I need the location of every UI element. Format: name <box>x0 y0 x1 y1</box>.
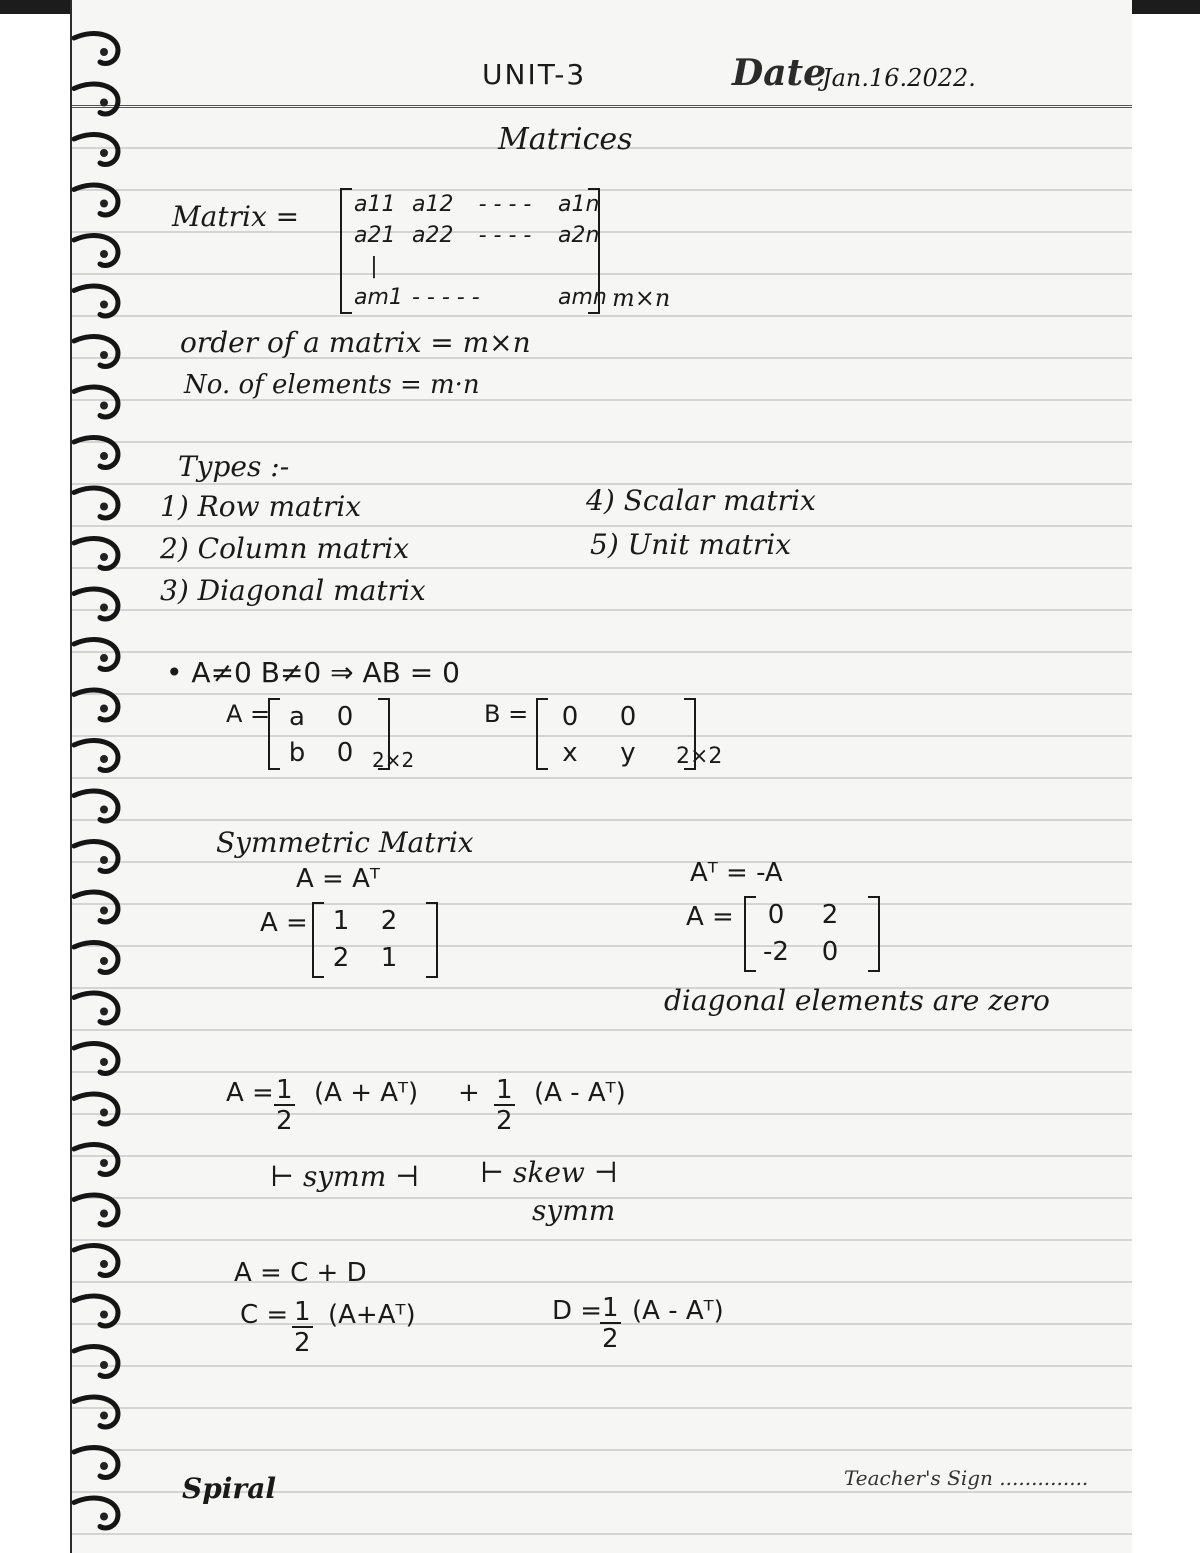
symmetric-matrix <box>312 902 438 978</box>
matrix-cell: 2 <box>332 943 350 973</box>
binding-hole <box>100 1412 108 1420</box>
spiral-ring <box>74 690 118 720</box>
binding-hole <box>100 1462 108 1470</box>
matrix-cell <box>412 254 452 279</box>
bracket-right <box>426 902 438 978</box>
matrix-cell: - - - - <box>478 223 532 248</box>
spiral-ring <box>74 640 118 670</box>
binding-hole <box>100 1361 108 1369</box>
binding-hole <box>100 654 108 662</box>
binding-hole <box>100 553 108 561</box>
spiral-ring <box>74 1397 118 1427</box>
fraction-denominator: 2 <box>602 1324 619 1354</box>
matrix-cell: b <box>288 738 306 768</box>
matrix-order: m×n <box>612 284 671 312</box>
spiral-ring <box>74 337 118 367</box>
spiral-ring <box>74 236 118 266</box>
matrix-a-order: 2×2 <box>372 748 415 772</box>
skew-condition: Aᵀ = -A <box>690 858 783 888</box>
spiral-ring <box>74 892 118 922</box>
spiral-ring <box>74 135 118 165</box>
bracket-left <box>536 698 548 770</box>
matrix-cell: - - - - <box>478 192 532 217</box>
matrix-cell: a11 <box>354 192 396 217</box>
spiral-ring <box>74 1044 118 1074</box>
unit-heading: UNIT-3 <box>482 58 587 91</box>
skew-symmetric-matrix <box>744 896 880 972</box>
spiral-ring <box>74 1195 118 1225</box>
date-label: Date <box>732 52 827 94</box>
type-row-matrix: 1) Row matrix <box>160 490 362 523</box>
decomp-plus: + <box>458 1078 480 1108</box>
matrix-cell: amn <box>558 285 607 310</box>
binding-hole <box>100 1109 108 1117</box>
decomp-term-2: (A - Aᵀ) <box>534 1078 626 1108</box>
spiral-ring <box>74 741 118 771</box>
spiral-ring <box>74 387 118 417</box>
matrix-cell: a1n <box>558 192 600 217</box>
spiral-ring <box>74 438 118 468</box>
spiral-ring <box>74 842 118 872</box>
bracket-right <box>588 188 600 314</box>
matrix-lhs: Matrix = <box>172 200 300 233</box>
c-term: (A+Aᵀ) <box>328 1300 416 1330</box>
page-title: Matrices <box>498 122 633 157</box>
fraction-denominator: 2 <box>496 1106 513 1136</box>
binding-hole <box>100 1260 108 1268</box>
binding-hole <box>100 1311 108 1319</box>
binding-hole <box>100 604 108 612</box>
matrix-cell <box>470 254 540 279</box>
binding-hole <box>100 452 108 460</box>
binding-hole <box>100 250 108 258</box>
spiral-ring <box>74 1296 118 1326</box>
matrix-cell: a12 <box>412 192 454 217</box>
spiral-ring <box>74 539 118 569</box>
bracket-left <box>312 902 324 978</box>
binding-hole <box>100 907 108 915</box>
matrix-cell: 1 <box>332 906 350 936</box>
d-term: (A - Aᵀ) <box>632 1296 724 1326</box>
spiral-ring <box>74 943 118 973</box>
skew-note: diagonal elements are zero <box>664 984 1050 1017</box>
header-rule <box>72 105 1132 108</box>
matrix-cell: a22 <box>412 223 454 248</box>
binding-hole <box>100 705 108 713</box>
fraction-numerator: 1 <box>276 1075 293 1105</box>
binding-hole <box>100 301 108 309</box>
bracket-left <box>744 896 756 972</box>
matrix-cell: 1 <box>380 943 398 973</box>
skew-brace-label: ⊢ skew ⊣ <box>480 1156 618 1189</box>
binding-hole <box>100 503 108 511</box>
matrix-cell: a21 <box>354 223 396 248</box>
matrix-b-order: 2×2 <box>676 744 723 769</box>
c-half <box>292 1298 313 1358</box>
decomp-half-1 <box>274 1076 295 1136</box>
spiral-ring <box>74 1347 118 1377</box>
fraction-numerator: 1 <box>496 1075 513 1105</box>
bracket-left <box>268 698 280 770</box>
matrix-a-label: A = <box>226 700 271 728</box>
c-lhs: C = <box>240 1300 289 1330</box>
types-heading: Types :- <box>178 450 290 483</box>
binding-hole <box>100 351 108 359</box>
symm-brace-label: ⊢ symm ⊣ <box>270 1160 420 1193</box>
spiral-ring <box>74 286 118 316</box>
matrix-cell: a <box>289 702 305 732</box>
matrix-cell: 0 <box>619 702 637 732</box>
a-equals-c-plus-d: A = C + D <box>234 1258 367 1288</box>
spiral-ring <box>74 1498 118 1528</box>
matrix-cell: 2 <box>821 900 839 930</box>
binding-hole <box>100 856 108 864</box>
spiral-binding <box>66 20 136 1540</box>
matrix-b-zero-product <box>536 698 696 770</box>
binding-hole <box>100 402 108 410</box>
decomp-half-2 <box>494 1076 515 1136</box>
date-value: Jan.16.2022. <box>822 64 976 92</box>
type-column-matrix: 2) Column matrix <box>160 532 410 565</box>
zero-product-statement: • A≠0 B≠0 ⇒ AB = 0 <box>166 656 460 689</box>
binding-hole <box>100 1008 108 1016</box>
matrix-cell: 2 <box>380 906 398 936</box>
skew-brace-sublabel: symm <box>532 1194 616 1227</box>
spiral-ring <box>74 589 118 619</box>
spiral-brand-logo: Spiral <box>182 1472 276 1505</box>
matrix-cell: y <box>620 738 636 768</box>
matrix-cell: | <box>370 254 378 279</box>
spiral-ring <box>74 1246 118 1276</box>
binding-hole <box>100 957 108 965</box>
binding-hole <box>100 99 108 107</box>
spiral-ring <box>74 993 118 1023</box>
fraction-denominator: 2 <box>276 1106 293 1136</box>
fraction-numerator: 1 <box>294 1297 311 1327</box>
symmetric-heading: Symmetric Matrix <box>216 826 474 859</box>
matrix-cell: 0 <box>336 702 354 732</box>
spiral-ring <box>74 1145 118 1175</box>
spiral-ring <box>74 34 118 64</box>
decomp-term-1: (A + Aᵀ) <box>314 1078 419 1108</box>
binding-hole <box>100 806 108 814</box>
binding-hole <box>100 1159 108 1167</box>
teacher-sign-field: Teacher's Sign .............. <box>844 1466 1089 1490</box>
matrix-cell: 0 <box>821 937 839 967</box>
symmetric-label: A = <box>260 908 308 938</box>
binding-hole <box>100 1210 108 1218</box>
binding-hole <box>100 149 108 157</box>
binding-hole <box>100 1513 108 1521</box>
type-scalar-matrix: 4) Scalar matrix <box>586 484 816 517</box>
matrix-b-label: B = <box>484 700 529 728</box>
bracket-left <box>340 188 352 314</box>
number-of-elements: No. of elements = m·n <box>184 370 480 400</box>
binding-hole <box>100 200 108 208</box>
bracket-right <box>868 896 880 972</box>
matrix-cell <box>470 285 540 310</box>
type-diagonal-matrix: 3) Diagonal matrix <box>160 574 426 607</box>
symmetric-condition: A = Aᵀ <box>296 864 380 894</box>
matrix-cell: 0 <box>336 738 354 768</box>
d-half <box>600 1294 621 1354</box>
binding-hole <box>100 1058 108 1066</box>
matrix-cell: am1 <box>354 285 403 310</box>
d-lhs: D = <box>552 1296 603 1326</box>
matrix-cell: a2n <box>558 223 600 248</box>
spiral-ring <box>74 185 118 215</box>
spiral-ring <box>74 1094 118 1124</box>
matrix-cell: - - - - - <box>412 285 480 310</box>
skew-label: A = <box>686 902 734 932</box>
matrix-cell: 0 <box>767 900 785 930</box>
decomp-lhs: A = <box>226 1078 274 1108</box>
binding-hole <box>100 755 108 763</box>
spiral-ring <box>74 1448 118 1478</box>
binding-hole <box>100 48 108 56</box>
type-unit-matrix: 5) Unit matrix <box>590 528 792 561</box>
matrix-cell: 0 <box>561 702 579 732</box>
general-matrix <box>340 188 607 314</box>
spiral-ring <box>74 488 118 518</box>
fraction-numerator: 1 <box>602 1293 619 1323</box>
matrix-cell: -2 <box>763 937 789 967</box>
spiral-ring <box>74 84 118 114</box>
order-of-matrix: order of a matrix = m×n <box>180 326 531 359</box>
spiral-ring <box>74 791 118 821</box>
fraction-denominator: 2 <box>294 1328 311 1358</box>
matrix-cell: x <box>562 738 578 768</box>
